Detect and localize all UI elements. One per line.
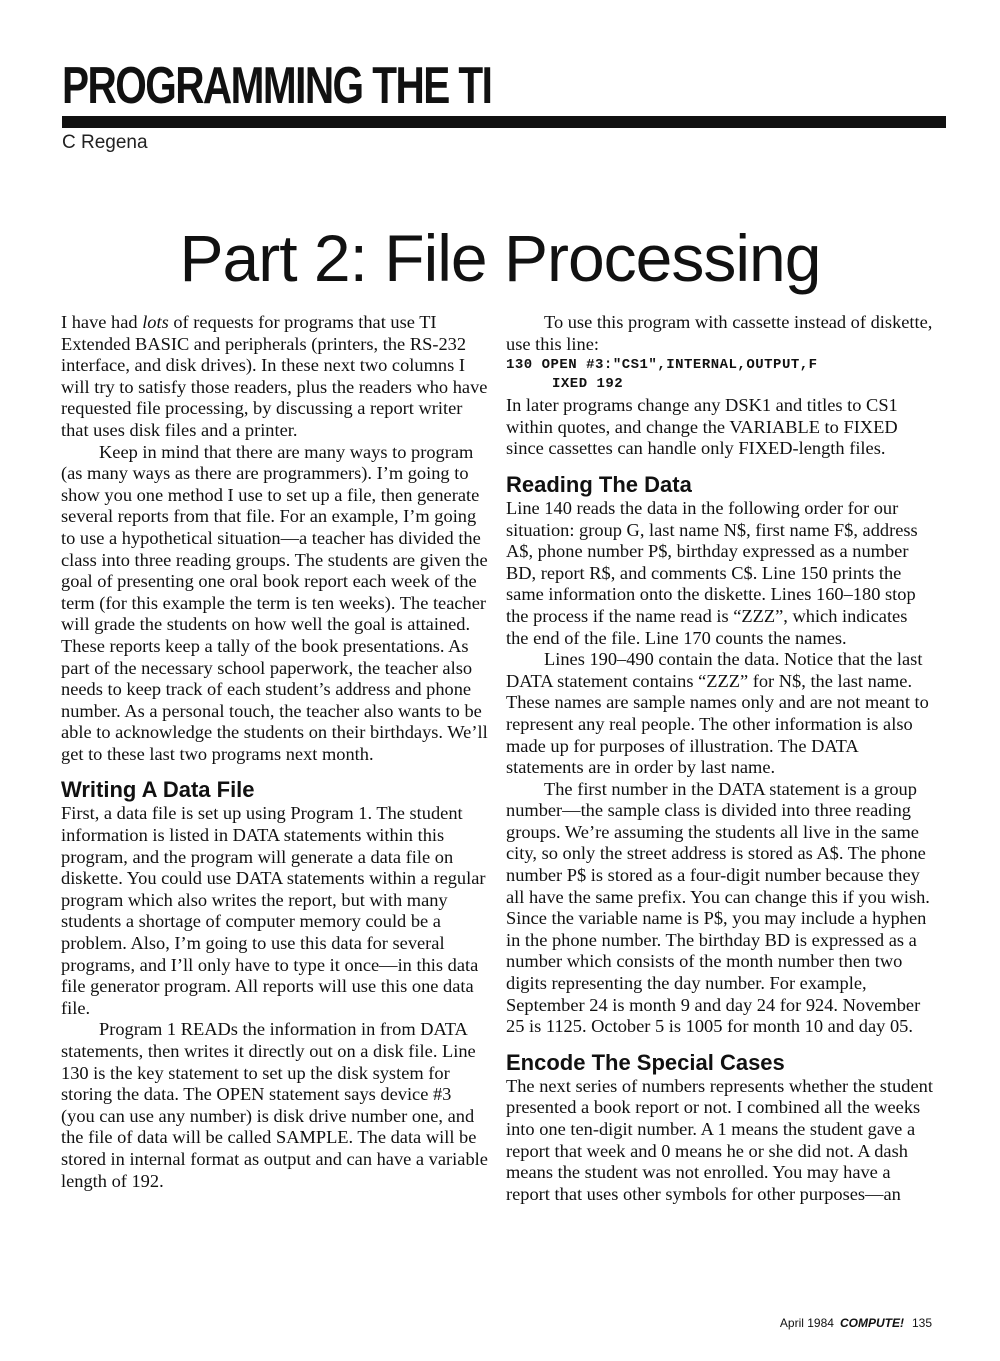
byline: C Regena (62, 132, 148, 153)
paragraph: Program 1 READs the information in from DATA statements, then writes it directly out on a disk file. Line 130 is the key statement to set up the disk system for storing the data. The OPEN statement says device #3 (you can use any number) is disk drive number one, and the file of data will be called SAMPLE. The data will be stored in internal format as output and can have a variable length of 192. (61, 1019, 488, 1191)
header-rule (62, 116, 946, 128)
code-line: 130 OPEN #3:"CS1",INTERNAL,OUTPUT,F (506, 357, 818, 374)
left-column (61, 312, 489, 1192)
section-heading: Reading The Data (506, 471, 692, 497)
emphasis: lots (142, 312, 169, 332)
code-listing (506, 356, 934, 394)
text-run: I have had (61, 312, 143, 332)
page-number: 135 (911, 1316, 932, 1330)
right-column (506, 312, 934, 1205)
paragraph: In later programs change any DSK1 and titles to CS1 within quotes, and change the VARIABLE to FIXED since cassettes can handle only FIXED-length files. (506, 395, 898, 459)
text-run: of requests for programs that use TI Extended BASIC and peripherals (printers, the RS-232 interface, and disk drives). In these next two columns I will try to satisfy those readers, plus the readers who have requested file processing, by discussing a report writer that uses disk files and a printer. (61, 312, 488, 440)
paragraph: To use this program with cassette instead of diskette, use this line: (506, 312, 933, 354)
paragraph: Lines 190–490 contain the data. Notice that the last DATA statement contains “ZZZ” for N$, the last name. These names are sample names only and are not meant to represent any real people. The other information is also made up for purposes of illustration. The DATA statements are in order by last name. (506, 649, 929, 778)
intro-paragraph (61, 312, 489, 442)
paragraph: The next series of numbers represents whether the student presented a book report or not. I combined all the weeks into one ten-digit number. A 1 means the student gave a report that week and 0 means he or she did not. A dash means the student was not enrolled. You may have a report that uses other symbols for other purposes—an (506, 1075, 933, 1204)
section-heading: Writing A Data File (61, 777, 255, 803)
column-title: PROGRAMMING THE TI (62, 57, 492, 115)
article-title: Part 2: File Processing (179, 221, 821, 295)
paragraph: Keep in mind that there are many ways to program (as many ways as there are programmers). I’m going to show you one method I use to set up a file, then generate several reports from that file. For an example, I’m going to use a hypothetical situation—a teacher has divided the class into three reading groups. The students are given the goal of presenting one oral book report each week of the term (for this example the term is ten weeks). The teacher will grade the students on how well the goal is attained. These reports keep a tally of the book presentations. As part of the necessary school paperwork, the teacher also needs to keep track of each student’s address and phone number. As a personal touch, the teacher also wants to be able to acknowledge the students on their birthdays. We’ll get to these last two programs next month. (61, 441, 488, 764)
section-heading: Encode The Special Cases (506, 1049, 785, 1075)
paragraph: First, a data file is set up using Program 1. The student information is listed in DATA statements within this program, and the program will generate a data file on diskette. You could use DATA statements within a regular program which also writes the report, but with many students a shortage of computer memory could be a problem. Also, I’m going to use this data for several programs, and I’ll only have to type it once—in this data file generator program. All reports will use this one data file. (61, 803, 486, 1018)
code-line: IXED 192 (552, 376, 624, 393)
paragraph: Line 140 reads the data in the following order for our situation: group G, last name N$, first name F$, address A$, phone number P$, birthday expressed as a number BD, report R$, and comments C$. Line 150 prints the same information onto the diskette. Lines 160–180 stop the process if the name read is “ZZZ”, which indicates the end of the file. Line 170 counts the names. (506, 497, 918, 648)
page-footer (780, 1316, 932, 1330)
magazine-name: COMPUTE! (839, 1316, 904, 1330)
issue-date: April 1984 (779, 1316, 834, 1330)
paragraph: The first number in the DATA statement is a group number—the sample class is divided into three reading groups. We’re assuming the students all live in the same city, so only the street address is stored as A$. The phone number P$ is stored as a four-digit number because they all have the same prefix. You can change this if you wish. Since the variable name is P$, you may include a hyphen in the phone number. The birthday BD is expressed as a number which consists of the month number then two digits representing the day number. For example, September 24 is month 9 and day 24 for 924. November 25 is 1125. October 5 is 1005 for month 10 and day 05. (506, 778, 930, 1037)
